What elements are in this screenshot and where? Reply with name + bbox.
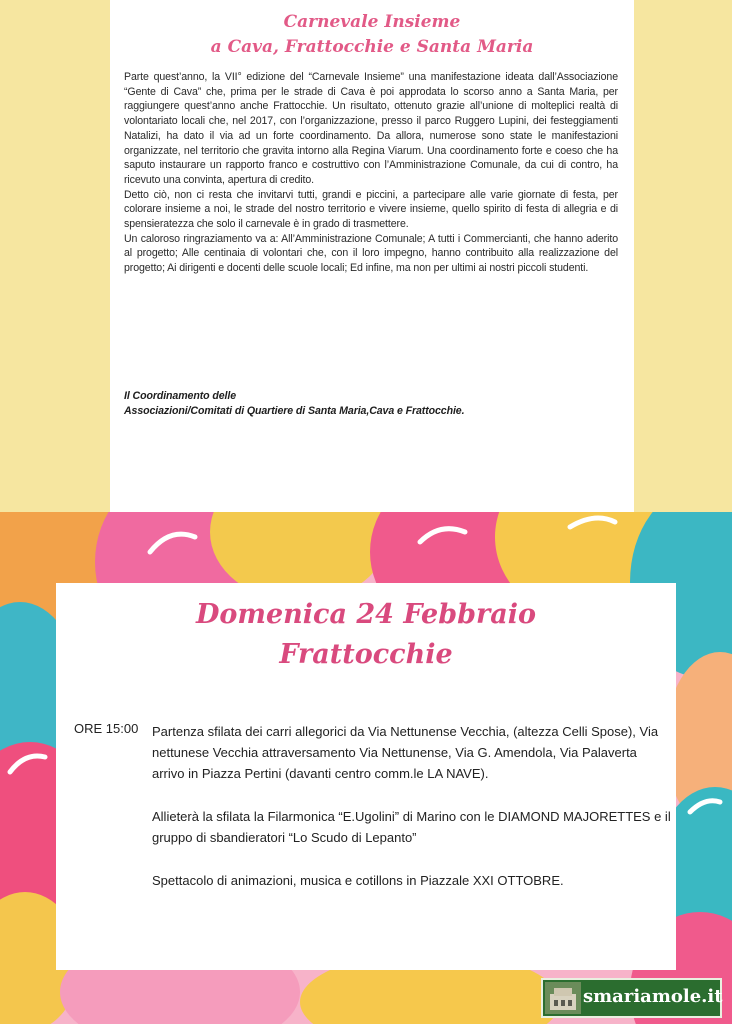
event-paragraph: Allieterà la sfilata la Filarmonica “E.Ugolini” di Marino con le DIAMOND MAJORETTES e il gruppo di sbandieratori “Lo Scudo di Lepanto” bbox=[152, 809, 671, 845]
intro-title-line2: a Cava, Frattocchie e Santa Maria bbox=[210, 37, 534, 57]
intro-title-line1: Carnevale Insieme bbox=[283, 12, 461, 32]
watermark-text: smariamole.it bbox=[583, 986, 723, 1007]
event-title bbox=[56, 595, 676, 675]
intro-title bbox=[110, 10, 634, 60]
event-card bbox=[56, 583, 676, 970]
intro-page bbox=[110, 0, 634, 515]
signature-line1: Il Coordinamento delle bbox=[124, 390, 236, 402]
intro-paragraph: Parte quest’anno, la VII° edizione del “Carnevale Insieme” una manifestazione ideata dall’Associazione “Gente di Cava” che, prima per le strade di Cava è poi approdata lo scorso anno a Santa Maria, per raggiungere quest’anno anche Frattocchie. Un risultato, ottenuto grazie all’unione di molteplici realtà di volontariato locali che, nel 2017, con l’organizzazione, presso il parco Ruggero Lupini, dei festeggiamenti Natalizi, ha dato il via ad un forte coordinamento. Da allora, numerose sono state le manifestazioni organizzate, nel territorio che gravita intorno alla Regina Viarum. Una coordinamento forte e coeso che ha saputo instaurare un rapporto franco e costruttivo con l’Amministrazione Comunale, da cui di contro, ha ricevuto una convinta, apertura di credito. bbox=[124, 71, 618, 186]
intro-paragraph: Un caloroso ringraziamento va a: All’Amministrazione Comunale; A tutti i Commercianti, che hanno aderito al progetto; Alle centinaia di volontari che, con il loro impegno, hanno contribuito alla realizzazione del progetto; Ai dirigenti e docenti delle scuole locali; Ed infine, ma non per ultimi ai nostri piccoli studenti. bbox=[124, 232, 618, 275]
signature bbox=[124, 389, 624, 419]
signature-line2: Associazioni/Comitati di Quartiere di Santa Maria,Cava e Frattocchie. bbox=[124, 405, 465, 417]
event-date: Domenica 24 Febbraio bbox=[196, 599, 536, 630]
event-time: ORE 15:00 bbox=[74, 721, 139, 736]
event-paragraph: Spettacolo di animazioni, musica e cotillons in Piazzale XXI OTTOBRE. bbox=[152, 873, 564, 888]
event-paragraph: Partenza sfilata dei carri allegorici da Via Nettunense Vecchia, (altezza Celli Spose), Via nettunese Vecchia attraversamento Via Nettunense, Via G. Amendola, Via Palaverta arrivo in Piazza Pertini (davanti centro comm.le LA NAVE). bbox=[152, 724, 659, 781]
intro-paragraph: Detto ciò, non ci resta che invitarvi tutti, grandi e piccini, a partecipare alle varie giornate di festa, per colorare insieme a noi, le strade del nostro territorio e vivere insieme, quello spirito di festa di allegria e di spensieratezza che solo il carnevale è in grado di trasmettere. bbox=[124, 188, 618, 231]
site-watermark bbox=[541, 978, 722, 1018]
intro-body bbox=[124, 70, 618, 276]
event-description bbox=[152, 721, 672, 913]
building-photo-icon bbox=[545, 982, 581, 1014]
event-location: Frattocchie bbox=[279, 639, 453, 670]
